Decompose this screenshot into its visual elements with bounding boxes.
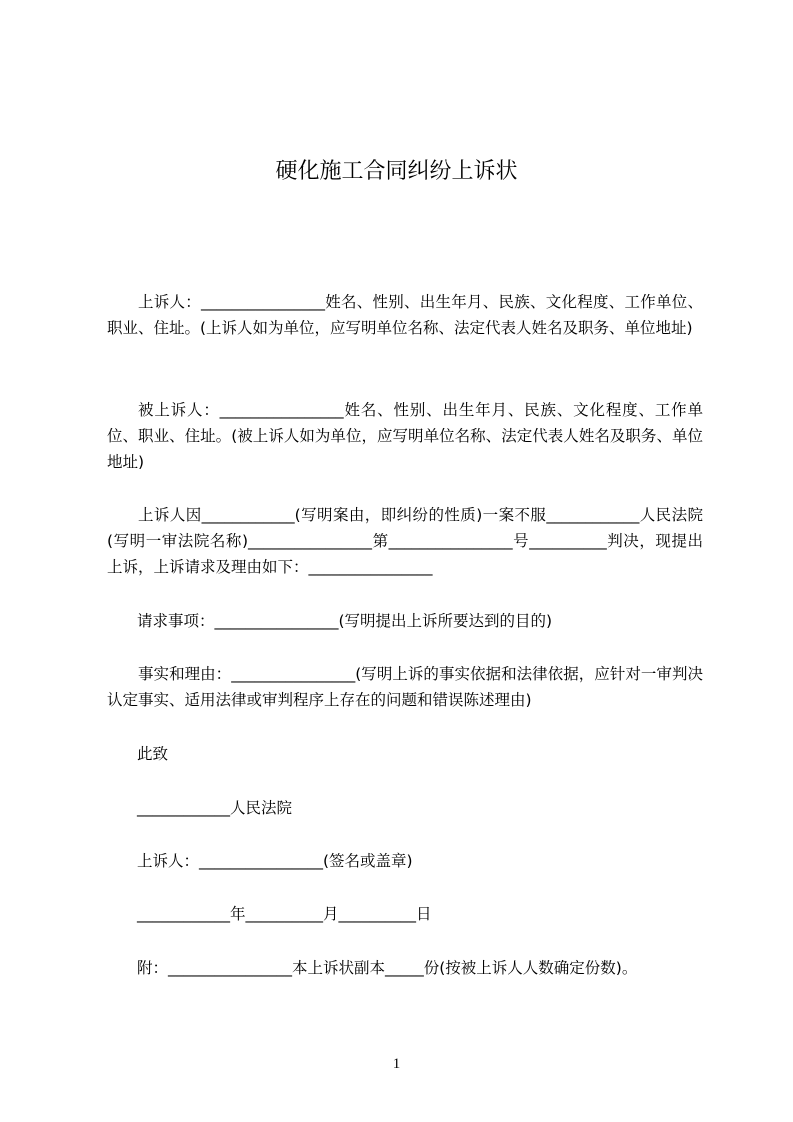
- date-line: ____________年__________月__________日: [137, 905, 432, 923]
- attachment-line: 附：________________本上诉状副本_____份(按被上诉人人数确定份数)。: [137, 959, 638, 977]
- court-line: ____________人民法院: [137, 799, 293, 817]
- appellant-paragraph: 上诉人：________________姓名、性别、出生年月、民族、文化程度、工作单位、职业、住址。(上诉人如为单位，应写明单位名称、法定代表人姓名及职务、单位地址): [107, 293, 703, 337]
- appellee-paragraph: 被上诉人：________________姓名、性别、出生年月、民族、文化程度、工作单位、职业、住址。(被上诉人如为单位，应写明单位名称、法定代表人姓名及职务、单位地址): [107, 401, 703, 471]
- page-number: 1: [392, 1056, 401, 1072]
- cause-paragraph: 上诉人因____________(写明案由，即纠纷的性质)一案不服____________人民法院(写明一审法院名称)________________第________________号__________判决，现提出上诉，上诉请求及理由如下：________________: [107, 506, 703, 576]
- signature-line: 上诉人：________________(签名或盖章): [137, 852, 413, 870]
- salutation: 此致: [137, 745, 169, 763]
- facts-paragraph: 事实和理由：________________(写明上诉的事实依据和法律依据，应针对一审判决认定事实、适用法律或审判程序上存在的问题和错误陈述理由): [107, 665, 703, 709]
- requests-line: 请求事项：________________(写明提出上诉所要达到的目的): [137, 612, 553, 630]
- document-title: 硬化施工合同纠纷上诉状: [275, 158, 518, 184]
